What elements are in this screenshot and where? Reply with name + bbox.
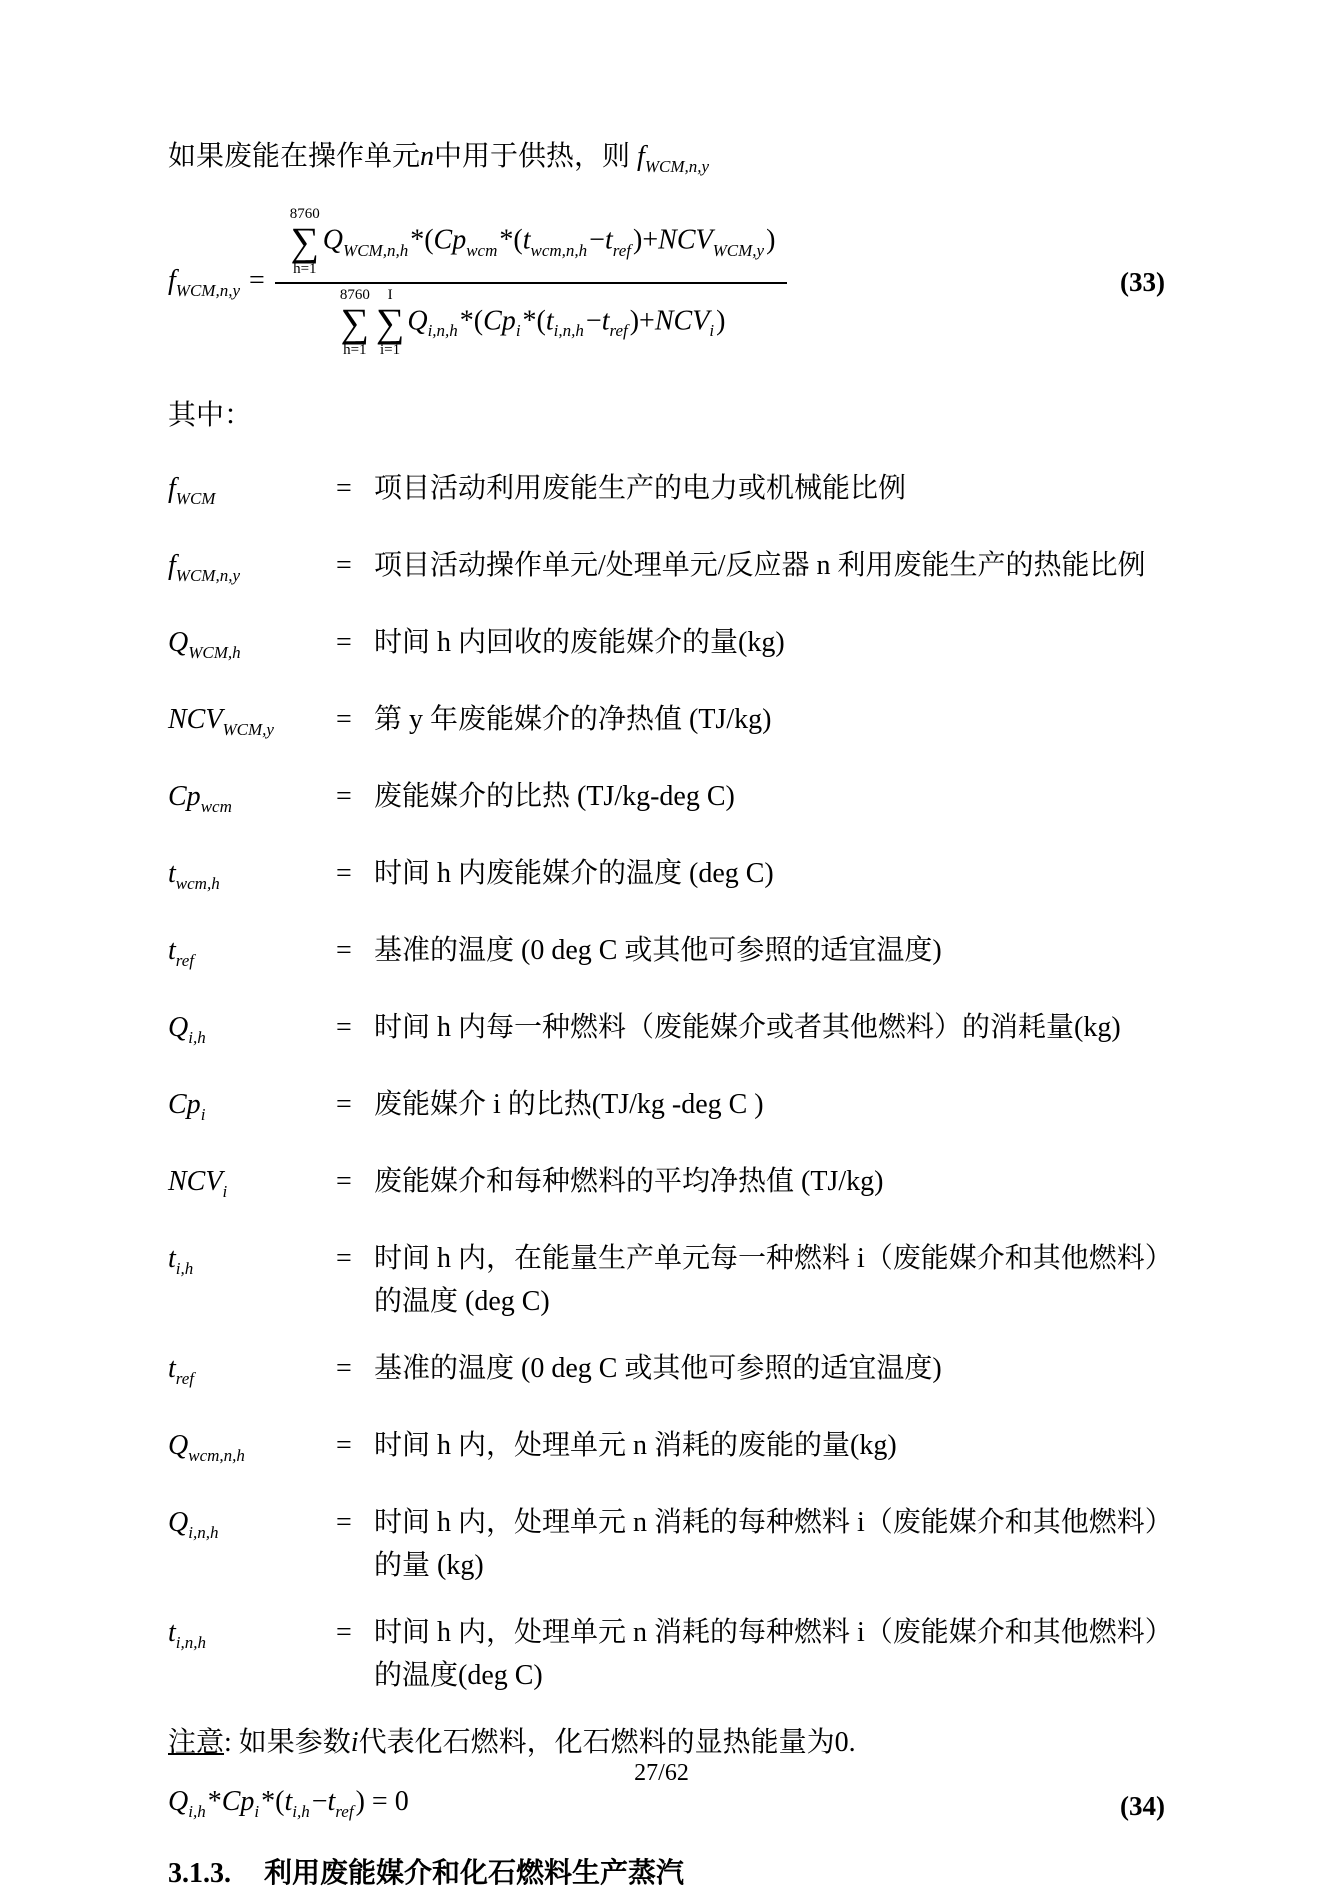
- equals-sign: =: [336, 473, 352, 504]
- equation-33-body: [168, 206, 787, 359]
- definition-symbol: $t_{wcm,h}$: [168, 858, 220, 893]
- where-label: 其中：: [168, 400, 253, 431]
- equation-33-lhs: $f_{WCM,n,y}$ =: [168, 264, 265, 300]
- definition-text: 时间 h 内每一种燃料（废能媒介或者其他燃料）的消耗量(kg): [374, 1012, 1121, 1043]
- definition-row-ncvwcmy: [168, 698, 1165, 751]
- definition-symbol: $f_{WCM}$: [168, 473, 216, 508]
- definition-text: 基准的温度 (0 deg C 或其他可参照的适宜温度): [374, 935, 942, 966]
- definition-symbol: $Cp_{wcm}$: [168, 781, 232, 816]
- definition-text: 时间 h 内，处理单元 n 消耗的废能的量(kg): [374, 1430, 897, 1461]
- definition-text: 项目活动利用废能生产的电力或机械能比例: [374, 473, 907, 504]
- definition-row-tref-2: [168, 1347, 1165, 1400]
- definition-row-qih: [168, 1006, 1165, 1059]
- equation-33-numerator: 8760 ∑ h=1 $Q_{WCM,n,h}*(Cp_{wcm}*(t_{wcm,n,h}-t_{ref})+NCV_{WCM,y})$: [275, 206, 788, 284]
- intro-line: 如果废能在操作单元n中用于供热，则 $f_{WCM,n,y}$: [168, 141, 710, 176]
- definition-symbol: $Q_{i,n,h}$: [168, 1507, 219, 1542]
- summation-symbol: 8760 ∑ h=1: [339, 286, 370, 358]
- definition-symbol: $t_{i,h}$: [168, 1243, 194, 1278]
- definition-text: 废能媒介的比热 (TJ/kg-deg C): [374, 781, 735, 812]
- equals-sign: =: [336, 1617, 352, 1648]
- page-number: 27/62: [634, 1760, 689, 1786]
- definition-row-qwcmh: [168, 621, 1165, 674]
- definition-text: 时间 h 内回收的废能媒介的量(kg): [374, 627, 785, 658]
- equals-sign: =: [336, 1243, 352, 1274]
- definition-text: 废能媒介和每种燃料的平均净热值 (TJ/kg): [374, 1166, 884, 1197]
- definition-symbol: $f_{WCM,n,y}$: [168, 550, 240, 585]
- definition-symbol: $Q_{i,h}$: [168, 1012, 206, 1047]
- definition-symbol: $t_{i,n,h}$: [168, 1617, 207, 1652]
- definition-text: 项目活动操作单元/处理单元/反应器 n 利用废能生产的热能比例: [374, 550, 1146, 581]
- equals-sign: =: [336, 1507, 352, 1538]
- definition-symbol: $t_{ref}$: [168, 1353, 195, 1388]
- note-line: 注意: 如果参数i代表化石燃料，化石燃料的显热能量为0.: [168, 1727, 856, 1758]
- definition-row-ncvi: [168, 1160, 1165, 1213]
- equals-sign: =: [336, 627, 352, 658]
- definition-row-tref-1: [168, 929, 1165, 982]
- definition-symbol: $NCV_i$: [168, 1166, 228, 1201]
- equation-33-denominator: 8760 ∑ h=1 I ∑ i=1 $Q_{i,n,h}*(Cp_i*(t_{i,n,h}-t_{ref})+NCV_i)$: [339, 286, 726, 358]
- equals-sign: =: [336, 1166, 352, 1197]
- definition-row-fwcm: [168, 467, 1165, 520]
- summation-symbol: 8760 ∑ h=1: [289, 206, 320, 278]
- equation-34-number: (34): [1120, 1791, 1165, 1821]
- definition-row-qinh: [168, 1501, 1165, 1587]
- definitions-list: [168, 467, 1165, 1697]
- equals-sign: =: [336, 781, 352, 812]
- equals-sign: =: [336, 550, 352, 581]
- definition-symbol: $Q_{WCM,h}$: [168, 627, 241, 662]
- definition-row-twcmh: [168, 852, 1165, 905]
- section-heading: [168, 1855, 1165, 1893]
- definition-text: 时间 h 内，处理单元 n 消耗的每种燃料 i（废能媒介和其他燃料）的温度(deg C): [374, 1617, 1159, 1691]
- equals-sign: =: [336, 1353, 352, 1384]
- definition-symbol: $Cp_i$: [168, 1089, 206, 1124]
- equation-34-expression: $Q_{i,h}*Cp_i*(t_{i,h}-t_{ref}) = 0$: [168, 1786, 409, 1821]
- summation-symbol: I ∑ i=1: [375, 286, 405, 358]
- definition-row-qwcmnh: [168, 1424, 1165, 1477]
- equals-sign: =: [336, 1089, 352, 1120]
- definition-row-tih: [168, 1237, 1165, 1323]
- definition-row-fwcmny: [168, 544, 1165, 597]
- section-title: 利用废能媒介和化石燃料生产蒸汽: [264, 1858, 685, 1889]
- definition-row-cpwcm: [168, 775, 1165, 828]
- equals-sign: =: [336, 1012, 352, 1043]
- definition-text: 废能媒介 i 的比热(TJ/kg -deg C ): [374, 1089, 764, 1120]
- definition-symbol: $Q_{wcm,n,h}$: [168, 1430, 245, 1465]
- equals-sign: =: [336, 704, 352, 735]
- definition-row-tinh: [168, 1611, 1165, 1697]
- equals-sign: =: [336, 935, 352, 966]
- definition-text: 基准的温度 (0 deg C 或其他可参照的适宜温度): [374, 1353, 942, 1384]
- section-number: 3.1.3.: [168, 1858, 231, 1889]
- equation-34: [168, 1780, 1165, 1833]
- equation-33-number: (33): [1120, 267, 1165, 297]
- definition-symbol: $t_{ref}$: [168, 935, 195, 970]
- definition-symbol: $NCV_{WCM,y}$: [168, 704, 274, 739]
- equation-33-fraction: [275, 206, 788, 359]
- equals-sign: =: [336, 858, 352, 889]
- equation-33: [168, 206, 1165, 359]
- equals-sign: =: [336, 1430, 352, 1461]
- definition-text: 时间 h 内废能媒介的温度 (deg C): [374, 858, 774, 889]
- definition-row-cpi: [168, 1083, 1165, 1136]
- definition-text: 时间 h 内，处理单元 n 消耗的每种燃料 i（废能媒介和其他燃料）的量 (kg): [374, 1507, 1159, 1581]
- definition-text: 第 y 年废能媒介的净热值 (TJ/kg): [374, 704, 772, 735]
- definition-text: 时间 h 内，在能量生产单元每一种燃料 i（废能媒介和其他燃料）的温度 (deg C): [374, 1243, 1159, 1317]
